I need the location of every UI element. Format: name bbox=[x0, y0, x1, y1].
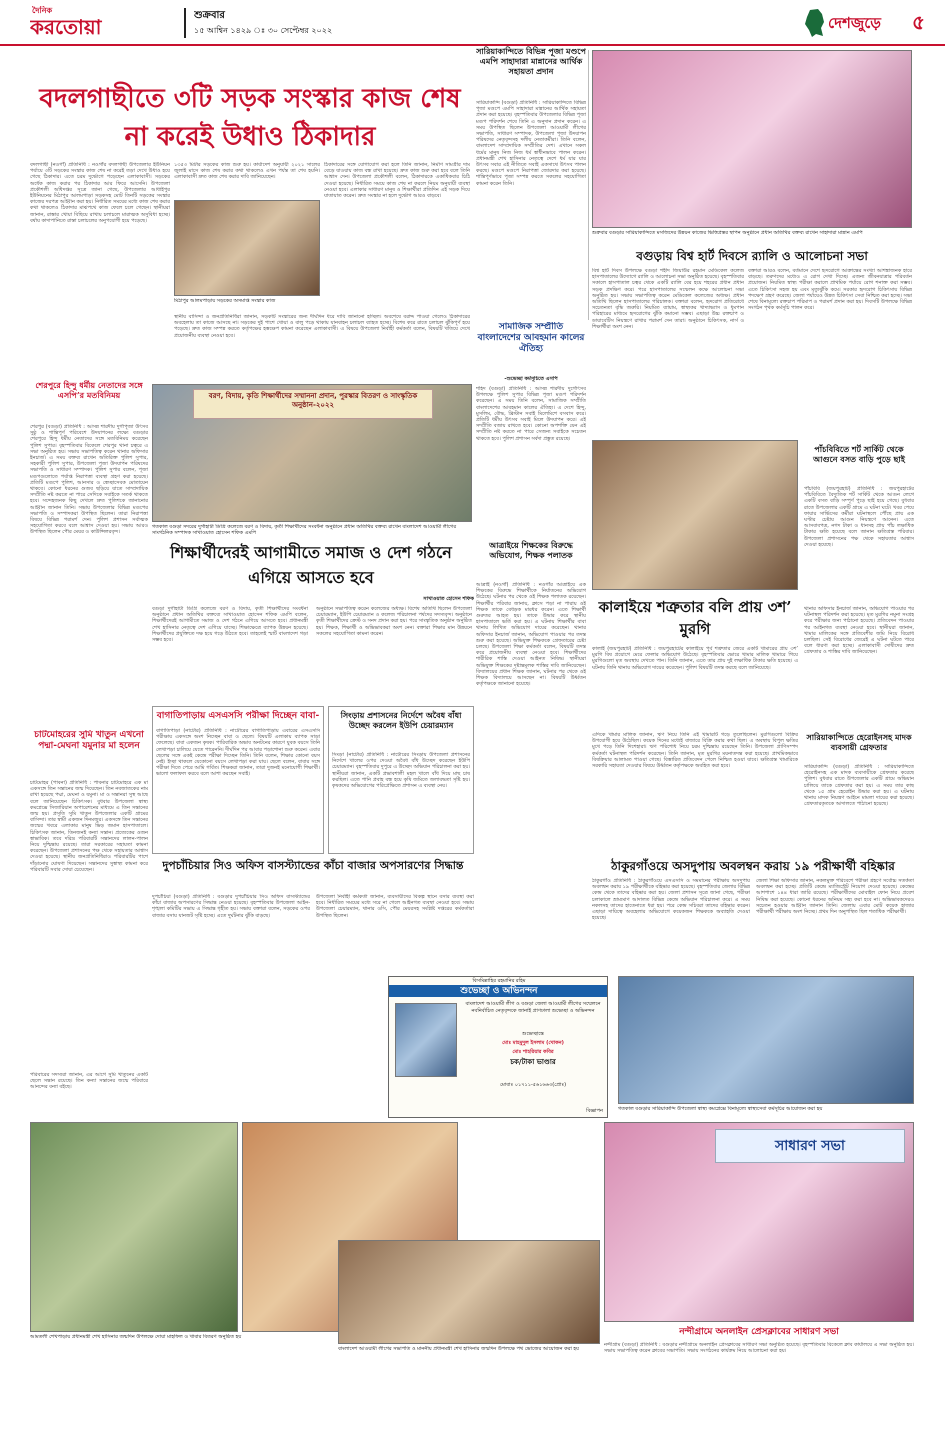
samajik-sub: -শুভেচ্ছা কর্মসূচিতে এসপি bbox=[504, 376, 558, 382]
section-title: দেশজুড়ে bbox=[828, 14, 881, 32]
nandigram-body: নন্দীগ্রাম (বগুড়া) প্রতিনিধি : বগুড়ার নন্দীগ্রামে অনলাইন প্রেসক্লাবের সাধারণ সভা অনুষ্ঠিত হয়েছে। বৃহস্পতিবার বিকেলে ক্লাব কার্যালয়ে এ সভা অনুষ্ঠিত হয়। সভায় সভাপতিত্ব করেন ক্লাবের সভাপতি। সভায় সংগঠনের কার্যক্রম নিয়ে আলোচনা করা হয়। bbox=[604, 1342, 914, 1355]
issue-day: শুক্রবার bbox=[194, 10, 225, 21]
page-number: ৫ bbox=[912, 10, 925, 34]
nandigram-banner-text: সাধারণ সভা bbox=[775, 1138, 845, 1154]
chicken-body-right: থানার অফিসার ইনচার্জ জানান, অভিযোগ পাওয়ার পর ঘটনাস্থল পরিদর্শন করা হয়েছে। মৃত মুরগির নমুনা সংগ্রহ করে পরীক্ষার জন্য পাঠানো হয়েছে। প্রতিবেদন পাওয়ার পর আইনগত ব্যবস্থা নেওয়া হবে। স্থানীয়রা জানান, খামার মালিকের সঙ্গে প্রতিবেশীর জমি নিয়ে বিরোধ চলছিল। সেই বিরোধের জেরেই এ ঘটনা ঘটতে পারে বলে ধারণা করা হচ্ছে। এলাকাবাসী দোষীদের দ্রুত গ্রেফতার ও শাস্তির দাবি জানিয়েছেন। bbox=[804, 606, 914, 656]
issue-date: ১৫ আশ্বিন ১৪২৯ ঃ ৩০ সেপ্টেম্বর ২০২২ bbox=[194, 26, 333, 35]
bottom-mid-photo bbox=[338, 1240, 600, 1344]
thakurgaon-body-col2: জেলা শিক্ষা অফিসার জানান, নকলমুক্ত পরিবেশে পরীক্ষা গ্রহণে সর্বোচ্চ সতর্কতা অবলম্বন করা হচ্ছে। প্রতিটি কেন্দ্রে ম্যাজিস্ট্রেট নিয়োগ দেওয়া হয়েছে। কেন্দ্রের আশপাশে ১৪৪ ধারা জারি রয়েছে। পরীক্ষার্থীদের মোবাইল ফোন নিয়ে প্রবেশ নিষিদ্ধ করা হয়েছে। কোনো ধরনের অনিয়ম সহ্য করা হবে না। অভিভাবকদেরও সচেতন হওয়ার আহ্বান জানান তিনি। জেলায় এবার মোট কয়েক হাজার পরীক্ষার্থী পরীক্ষায় অংশ নিচ্ছে। প্রথম দিন অনুপস্থিত ছিল শতাধিক পরীক্ষার্থী। bbox=[756, 878, 914, 916]
masthead-divider bbox=[184, 8, 186, 38]
heart-day-body-col2: বক্তারা আরও বলেন, বর্তমানে দেশে হৃদরোগে আক্রান্তের সংখ্যা আশঙ্কাজনক হারে বাড়ছে। তরুণদের মধ্যেও এ রোগ দেখা দিচ্ছে। এজন্য জীবনযাত্রার পরিবর্তন প্রয়োজন। নিয়মিত স্বাস্থ্য পরীক্ষা করালে প্রাথমিক পর্যায়ে রোগ শনাক্ত করা সম্ভব। এতে চিকিৎসা সহজ হয় এবং মৃত্যুঝুঁকি কমে। সরকার হৃদরোগ চিকিৎসায় বিভিন্ন পদক্ষেপ গ্রহণ করেছে। জেলা পর্যায়েও উন্নত চিকিৎসা সেবা নিশ্চিত করা হচ্ছে। সভা শেষে বিনামূল্যে রক্তচাপ পরিমাপ ও পরামর্শ প্রদান করা হয়। দিবসটি উপলক্ষে বিভিন্ন সংগঠন পৃথক কর্মসূচি পালন করে। bbox=[748, 268, 912, 312]
sherpur-body: শেরপুর (বগুড়া) প্রতিনিধি : আসন্ন শারদীয় দুর্গাপূজা উৎসব সুষ্ঠু ও শান্তিপূর্ণ পরিবেশে উদযাপনের লক্ষ্যে বগুড়ার শেরপুরে হিন্দু ধর্মীয় নেতাদের সঙ্গে মতবিনিময় করেছেন পুলিশ সুপার। বৃহস্পতিবার বিকেলে শেরপুর থানা চত্বরে এ সভা অনুষ্ঠিত হয়। সভায় সভাপতিত্ব করেন থানার অফিসার ইনচার্জ। এ সময় বক্তব্য রাখেন অতিরিক্ত পুলিশ সুপার, সহকারী পুলিশ সুপার, উপজেলা পূজা উদযাপন পরিষদের সভাপতি ও সাধারণ সম্পাদক। পুলিশ সুপার বলেন, পূজা মণ্ডপগুলোতে পর্যাপ্ত নিরাপত্তা ব্যবস্থা গ্রহণ করা হয়েছে। প্রতিটি মণ্ডপে পুলিশ, আনসার ও স্বেচ্ছাসেবক মোতায়েন থাকবে। কোনো ধরনের গুজব ছড়িয়ে যাতে সাম্প্রদায়িক সম্প্রীতি নষ্ট করতে না পারে সেদিকে সবাইকে সতর্ক থাকতে হবে। সন্দেহজনক কিছু দেখলে দ্রুত পুলিশকে জানানোর আহ্বান জানান তিনি। সভায় উপজেলার বিভিন্ন মণ্ডপের সভাপতি ও সম্পাদকরা উপস্থিত ছিলেন। তারা নিরাপত্তা বিষয়ে বিভিন্ন পরামর্শ দেন। পুলিশ প্রশাসন সর্বাত্মক সহযোগিতা করবে বলে আশ্বাস দেওয়া হয়। সভায় আরও উপস্থিত ছিলেন পৌর মেয়র ও কাউন্সিলরবৃন্দ। bbox=[30, 424, 148, 536]
ad-phone: মোবাঃ ০১৭১১-৫৬১৬৬৩(প্রোঃ) bbox=[499, 1082, 567, 1088]
left-col-lower: পরিবারের সদস্যরা জানান, এর আগে সুমি খাতুনের একটি ছেলে সন্তান রয়েছে। তিন কন্যা সন্তানের জন্মে পরিবারে আনন্দের বন্যা বইছে। bbox=[30, 1072, 148, 1091]
chatmohar-headline: চাটমোহরের সুমি খাতুন এখনো পদ্মা-মেঘনা যমুনার মা হলেন bbox=[34, 730, 144, 751]
top-right-photo-caption: শুক্রবার বগুড়ার সারিয়াকান্দিতে মসজিদের উন্নয়ন কাজের ভিত্তিপ্রস্তর স্থাপন অনুষ্ঠানে প্রধান অতিথির বক্তব্য রাখেন সাহাদারা মান্নান এমপি bbox=[592, 230, 863, 236]
banner-board bbox=[193, 389, 433, 419]
chicken-body: কালাই (জয়পুরহাট) প্রতিনিধি : জয়পুরহাটের কালাইয়ে পূর্ব শত্রুতার জেরে একটি খামারের প্রায় ৩শ’ মুরগি বিষ প্রয়োগে মেরে ফেলার অভিযোগ উঠেছে। বৃহস্পতিবার ভোরে খামার মালিক খামারে গিয়ে মুরগিগুলো মৃত অবস্থায় দেখতে পান। তিনি জানান, এতে তার প্রায় দুই লক্ষাধিক টাকার ক্ষতি হয়েছে। এ ঘটনায় তিনি থানায় অভিযোগ দায়ের করেছেন। পুলিশ বিষয়টি তদন্ত করছে বলে জানিয়েছে। bbox=[592, 646, 798, 671]
chickens-photo bbox=[592, 440, 798, 590]
samajik-body: শহিদ (বগুড়া) প্রতিনিধি : আসন্ন শারদীয় দুর্গোৎসব উপলক্ষে পুলিশ সুপার বিভিন্ন পূজা মণ্ডপ পরিদর্শন করেছেন। এ সময় তিনি বলেন, সামাজিক সম্প্রীতি বাংলাদেশের আবহমান কালের ঐতিহ্য। এ দেশে হিন্দু, মুসলিম, বৌদ্ধ, খ্রিস্টান সবাই মিলেমিশে বসবাস করে। প্রতিটি ধর্মীয় উৎসব সবাই মিলে উদযাপন করে। এই সম্প্রীতি বজায় রাখতে হবে। কোনো অপশক্তি যেন এই সম্প্রীতি নষ্ট করতে না পারে সেজন্য সবাইকে সচেতন থাকতে হবে। পুলিশ প্রশাসন সর্বদা প্রস্তুত রয়েছে। bbox=[476, 386, 586, 442]
lead-body-col1: বদলগাছী (নওগাঁ) প্রতিনিধি : নওগাঁর বদলগাছী উপজেলার ইউনিয়ন পর্যায়ে ৩টি সড়কের সংস্কার কাজ শেষ না করেই তড়া দেখে উধাও হয়ে গেছে ঠিকাদার। এতে চরম দুর্ভোগে পড়েছেন এলাকাবাসী। সড়কের অর্ধেক কাজ করার পর ঠিকাদার আর ফিরে আসেনি। উপজেলা প্রকৌশলী অধিদপ্তর সূত্রে জানা গেছে, উপজেলার আধাইপুর ইউনিয়নের মিঠাপুর আলমপাড়া সড়কসহ মোট তিনটি সড়কের সংস্কার কাজের দরপত্র আহ্বান করা হয়। নির্ধারিত সময়ের মধ্যে কাজ শেষ করার কথা থাকলেও ঠিকাদার মাঝপথে কাজ ফেলে চলে গেছেন। স্থানীয়রা জানান, রাস্তার খোয়া বিছিয়ে রাখায় চলাচলে মারাত্মক অসুবিধা হচ্ছে। বর্ষায় কাদাপানিতে রাস্তা চলাচলের অনুপযোগী হয়ে পড়েছে। bbox=[30, 162, 170, 224]
education-headline: শিক্ষার্থীদেরই আগামীতে সমাজ ও দেশ গঠনে এগিয়ে আসতে হবে bbox=[170, 543, 452, 587]
heart-day-body-col1: বিশ্ব হার্ট দিবস উপলক্ষে বগুড়া শহীদ জিয়াউর রহমান মেডিকেল কলেজ হাসপাতালের উদ্যোগে র‌্যালি ও আলোচনা সভা অনুষ্ঠিত হয়েছে। বৃহস্পতিবার সকালে হাসপাতাল চত্বর থেকে একটি র‌্যালি বের হয়ে শহরের প্রধান প্রধান সড়ক প্রদক্ষিণ করে। পরে হাসপাতালের সম্মেলন কক্ষে আলোচনা সভা অনুষ্ঠিত হয়। সভায় সভাপতিত্ব করেন মেডিকেল কলেজের অধ্যক্ষ। প্রধান অতিথি ছিলেন হাসপাতালের পরিচালক। বক্তারা বলেন, হৃদরোগ প্রতিরোধে সচেতনতা বৃদ্ধি জরুরি। নিয়মিত ব্যায়াম, স্বাস্থ্যকর খাদ্যাভ্যাস ও ধূমপান পরিহারের মাধ্যমে হৃদরোগের ঝুঁকি কমানো সম্ভব। এছাড়া উচ্চ রক্তচাপ ও ডায়াবেটিস নিয়ন্ত্রণে রাখার পরামর্শ দেন তারা। অনুষ্ঠানে চিকিৎসক, নার্স ও শিক্ষার্থীরা অংশ নেন। bbox=[592, 268, 744, 330]
top-right-photo bbox=[592, 50, 912, 228]
logo-small: দৈনিক bbox=[32, 6, 53, 15]
banner-board-text: বরণ, বিদায়, কৃতি শিক্ষার্থীদের সম্মাননা প্রদান, পুরস্কার বিতরণ ও সাংস্কৃতিক অনুষ্ঠান-২০২২ bbox=[208, 392, 418, 409]
sherpur-headline: শেরপুরে হিন্দু ধর্মীয় নেতাদের সঙ্গে এসপি’র মতবিনিময় bbox=[35, 380, 143, 400]
samajik-headline: সামাজিক সম্প্রীতি বাংলাদেশের আবহমান কালের ঐতিহ্য bbox=[477, 322, 585, 354]
lead-headline: বদলগাছীতে ৩টি সড়ক সংস্কার কাজ শেষ না করেই উধাও ঠিকাদার bbox=[39, 84, 461, 152]
lead-body-col3: ঠিকাদারের সঙ্গে যোগাযোগ করা হলে তিনি জানান, নির্মাণ সামগ্রীর দাম বেড়ে যাওয়ায় কাজ বন্ধ রাখা হয়েছে। দ্রুত কাজ শুরু করা হবে বলে তিনি আশ্বাস দেন। উপজেলা প্রকৌশলী বলেন, ঠিকাদারকে একাধিকবার চিঠি দেওয়া হয়েছে। নির্ধারিত সময়ে কাজ শেষ না করলে নিয়ম অনুযায়ী ব্যবস্থা নেওয়া হবে। এলাকার সাধারণ মানুষ ও শিক্ষার্থীরা প্রতিদিন এই সড়ক দিয়ে যাতায়াত করেন। দ্রুত সংস্কার না হলে দুর্ভোগ আরও বাড়বে। bbox=[324, 162, 470, 200]
advertisement bbox=[388, 976, 608, 1118]
atrai-headline: আত্রাইয়ে শিক্ষকের বিরুদ্ধে অভিযোগ, শিক্ষক পলাতক bbox=[489, 540, 573, 560]
sariakandi-heroin-headline: সারিয়াকান্দিতে হেরোইনসহ মাদক ব্যবসায়ী গ্রেফতার bbox=[806, 732, 912, 752]
nandigram-banner bbox=[715, 1129, 905, 1163]
dupchanchia-body-col1: দুপচাঁচিয়া (বগুড়া) প্রতিনিধি : বগুড়ার দুপচাঁচিয়ার সিও অফিস বাসস্ট্যান্ডের কাঁচা বাজার অপসারণের সিদ্ধান্ত নেওয়া হয়েছে। বৃহস্পতিবার উপজেলা আইন-শৃঙ্খলা কমিটির সভায় এ সিদ্ধান্ত গৃহীত হয়। সভায় বক্তারা বলেন, সড়কের ওপর বাজার বসায় যানজট সৃষ্টি হচ্ছে। এতে দুর্ঘটনার ঝুঁকি বাড়ছে। bbox=[152, 894, 310, 919]
lead-photo-caption: মিঠাপুর আলমপাড়ায় সড়কের অসমাপ্ত সংস্কার কাজ bbox=[174, 298, 276, 304]
sariakandi-puja-body: সারিয়াকান্দি (বগুড়া) প্রতিনিধি : সারিয়াকান্দিতে বিভিন্ন পূজা মণ্ডপে এমপি সাহাদারা মান্নানের আর্থিক সহায়তা প্রদান করা হয়েছে। বৃহস্পতিবার উপজেলার বিভিন্ন পূজা মণ্ডপ পরিদর্শন শেষে তিনি এ অনুদান প্রদান করেন। এ সময় উপস্থিত ছিলেন উপজেলা আওয়ামী লীগের সভাপতি, সাধারণ সম্পাদক, উপজেলা পূজা উদযাপন পরিষদের নেতৃবৃন্দসহ দলীয় নেতাকর্মীরা। তিনি বলেন, বাংলাদেশ সাম্প্রদায়িক সম্প্রীতির দেশ। এখানে সকল ধর্মের মানুষ নিজ নিজ ধর্ম স্বাধীনভাবে পালন করেন। প্রধানমন্ত্রী শেখ হাসিনার নেতৃত্বে দেশে ধর্ম যার যার উৎসব সবার এই নীতিতে সবাই একসাথে উৎসব পালন করছে। মণ্ডপে মণ্ডপে নিরাপত্তা জোরদার করা হয়েছে। শান্তিপূর্ণভাবে পূজা সম্পন্ন করতে সকলের সহযোগিতা কামনা করেন তিনি। bbox=[476, 100, 586, 187]
atrai-body: আত্রাই (নওগাঁ) প্রতিনিধি : নওগাঁর আত্রাইয়ে এক শিক্ষকের বিরুদ্ধে শিক্ষার্থীকে নির্যাতনের অভিযোগ উঠেছে। ঘটনার পর থেকে ওই শিক্ষক পলাতক রয়েছেন। শিক্ষার্থীর পরিবার জানায়, ক্লাসে পড়া না পারায় ওই শিক্ষক তাকে বেধড়ক মারধর করেন। এতে শিক্ষার্থী গুরুতর আহত হয়। তাকে উদ্ধার করে স্থানীয় হাসপাতালে ভর্তি করা হয়। এ ঘটনায় শিক্ষার্থীর বাবা থানায় লিখিত অভিযোগ দায়ের করেছেন। থানার অফিসার ইনচার্জ জানান, অভিযোগ পাওয়ার পর তদন্ত শুরু করা হয়েছে। অভিযুক্ত শিক্ষককে গ্রেফতারের চেষ্টা চলছে। উপজেলা শিক্ষা কর্মকর্তা বলেন, বিষয়টি তদন্ত করে প্রয়োজনীয় ব্যবস্থা নেওয়া হবে। শিক্ষার্থীদের শারীরিক শাস্তি দেওয়া আইনত নিষিদ্ধ। স্থানীয়রা অভিযুক্ত শিক্ষকের দৃষ্টান্তমূলক শাস্তির দাবি জানিয়েছেন। বিদ্যালয়ের প্রধান শিক্ষক জানান, ঘটনার পর থেকে ওই শিক্ষক বিদ্যালয়ে আসছেন না। বিষয়টি উর্ধ্বতন কর্তৃপক্ষকে জানানো হয়েছে। bbox=[476, 582, 586, 688]
ad-title: শুভেচ্ছা ও অভিনন্দন bbox=[389, 985, 608, 997]
education-body-col1: বগুড়া দুর্গাহাটা ডিগ্রি কলেজে বরণ ও বিদায়, কৃতী শিক্ষার্থীদের সংবর্ধনা অনুষ্ঠানে প্রধান অতিথির বক্তব্যে সাখাওয়াত হোসেন শফিক এমপি বলেন, শিক্ষার্থীদেরই আগামীতে সমাজ ও দেশ গঠনে এগিয়ে আসতে হবে। প্রধানমন্ত্রী শেখ হাসিনার নেতৃত্বে দেশ এগিয়ে যাচ্ছে। শিক্ষাক্ষেত্রে ব্যাপক উন্নয়ন হয়েছে। শিক্ষার্থীদের প্রযুক্তিতে দক্ষ হয়ে গড়ে উঠতে হবে। তাহলেই স্মার্ট বাংলাদেশ গড়া সম্ভব হবে। bbox=[152, 606, 308, 644]
ad-portrait bbox=[395, 1003, 457, 1077]
bottom-left-caption: আমতলী শেখপাড়ায় প্রধানমন্ত্রী শেখ হাসিনার জন্মদিন উপলক্ষে দোয়া মাহফিল ও খাবার বিতরণ অনুষ্ঠিত হয় bbox=[30, 1334, 242, 1340]
bottom-left-photo bbox=[30, 1122, 238, 1332]
chicken-headline: কালাইয়ে শত্রুতার বলি প্রায় ৩শ’ মুরগি bbox=[598, 598, 792, 638]
bottom-mid-caption: বাংলাদেশ আওয়ামী লীগের সভাপতি ও মাননীয় প্রধানমন্ত্রী শেখ হাসিনার জন্মদিন উপলক্ষে পথ ভোজের আয়োজন করা হয় bbox=[338, 1346, 579, 1352]
nandigram-photo bbox=[604, 1122, 914, 1322]
fire-headline: পাঁচবিবিতে শর্ট সার্কিট থেকে আগুনে বসত বাড়ি পুড়ে ছাই bbox=[813, 444, 905, 464]
thakurgaon-body-col1: ঠাকুরগাঁও প্রতিনিধি : ঠাকুরগাঁওয়ে এসএসসি ও সমমানের পরীক্ষায় অসদুপায় অবলম্বন করায় ১৯ পরীক্ষার্থীকে বহিষ্কার করা হয়েছে। বৃহস্পতিবার জেলার বিভিন্ন কেন্দ্র থেকে তাদের বহিষ্কার করা হয়। জেলা প্রশাসন সূত্রে জানা গেছে, পরীক্ষা চলাকালে ভ্রাম্যমাণ আদালত বিভিন্ন কেন্দ্রে অভিযান পরিচালনা করে। এ সময় নকলসহ তাদের হাতেনাতে ধরা হয়। পরে কেন্দ্র সচিবরা তাদের বহিষ্কার করেন। এছাড়া দায়িত্বে অবহেলার অভিযোগে কয়েকজন শিক্ষককে অব্যাহতি দেওয়া হয়েছে। bbox=[592, 878, 750, 922]
ad-name2: মোঃ শাহরিয়ার কবির bbox=[512, 1049, 554, 1055]
sariakandi-puja-headline: সারিয়াকান্দিতে বিভিন্ন পূজা মণ্ডপে এমপি সাহাদারা মান্নানের আর্থিক সহায়তা প্রদান bbox=[476, 46, 586, 76]
ad-org: চক/টাকা ভাণ্ডার bbox=[510, 1058, 556, 1066]
bagatipara-body: বাগাতিপাড়া (নাটোর) প্রতিনিধি : নাটোরের বাগাতিপাড়ায় এবারের এসএসসি পরীক্ষায় একসঙ্গে অংশ নিচ্ছেন বাবা ও ছেলে। বিষয়টি এলাকায় ব্যাপক সাড়া ফেলেছে। বাবা একজন কৃষক। পারিবারিক অভাব অনটনের কারণে যুবক বয়সে তিনি লেখাপড়া চালিয়ে যেতে পারেননি। দীর্ঘদিন পর আবার পড়াশোনা শুরু করেন। এবার ছেলের সঙ্গে একই কেন্দ্রে পরীক্ষা দিচ্ছেন তিনি। তিনি বলেন, শিক্ষার কোনো বয়স নেই। ইচ্ছা থাকলে যেকোনো বয়সে লেখাপড়া করা যায়। ছেলে বলেন, বাবার সঙ্গে পরীক্ষা দিতে পেরে আমি গর্বিত। শিক্ষকরা জানান, তারা দুজনই মনোযোগী শিক্ষার্থী। ভালো ফলাফল করবে বলে আশা করছেন সবাই। bbox=[156, 728, 320, 778]
nandigram-headline: নন্দীগ্রামে অনলাইন প্রেসক্লাবের সাধারণ সভা bbox=[679, 1327, 839, 1337]
logo bbox=[30, 6, 178, 42]
health-camp-caption: গতকাল বগুড়ার সারিয়াকান্দি উপজেলা স্বাস্থ্য কমপ্লেক্সে বিনামূল্যে স্বাস্থ্যসেবা কর্মসূচির আয়োজন করা হয় bbox=[618, 1106, 823, 1112]
dupchanchia-headline: দুপচাঁচিয়ার সিও অফিস বাসস্ট্যান্ডের কাঁচা বাজার অপসারণের সিদ্ধান্ত bbox=[162, 859, 464, 872]
heart-day-headline: বগুড়ায় বিশ্ব হার্ট দিবসে র‌্যালি ও আলোচনা সভা bbox=[636, 249, 868, 263]
singra-body: সিংড়া (নাটোর) প্রতিনিধি : নাটোরের সিংড়ায় উপজেলা প্রশাসনের নির্দেশে খালের ওপর দেওয়া অবৈধ বাঁধ উচ্ছেদ করেছেন ইউপি চেয়ারম্যান। বৃহস্পতিবার দুপুরে এ উচ্ছেদ অভিযান পরিচালনা করা হয়। স্থানীয়রা জানান, একটি প্রভাবশালী মহল খালে বাঁধ দিয়ে মাছ চাষ করছিল। এতে পানি প্রবাহ বন্ধ হয়ে কৃষি জমিতে জলাবদ্ধতা সৃষ্টি হয়। কৃষকদের অভিযোগের পরিপ্রেক্ষিতে প্রশাসন এ ব্যবস্থা নেয়। bbox=[332, 752, 470, 790]
banner-photo-caption: গতকাল বগুড়া সদরের দুর্গাহাটা ডিগ্রি কলেজে বরণ ও বিদায়, কৃতী শিক্ষার্থীদের সংবর্ধনা অনুষ্ঠানে প্রধান অতিথির বক্তব্য রাখেন বাংলাদেশ আওয়ামী লীগের সাংগঠনিক সম্পাদক সাখাওয়াত হোসেন শফিক এমপি bbox=[152, 524, 457, 536]
education-body-col2: অনুষ্ঠানে সভাপতিত্ব করেন কলেজের অধ্যক্ষ। বিশেষ অতিথি ছিলেন উপজেলা চেয়ারম্যান, ইউপি চেয়ারম্যান ও কলেজ পরিচালনা পর্ষদের সদস্যবৃন্দ। অনুষ্ঠানে কৃতী শিক্ষার্থীদের ক্রেস্ট ও সনদ প্রদান করা হয়। পরে সাংস্কৃতিক অনুষ্ঠান অনুষ্ঠিত হয়। শিক্ষক, শিক্ষার্থী ও অভিভাবকরা অংশ নেন। বক্তারা শিক্ষার মান উন্নয়নে সকলের সহযোগিতা কামনা করেন। bbox=[316, 606, 472, 637]
ad-body: বাংলাদেশ আওয়ামী লীগ ও বগুড়া জেলা আওয়ামী লীগের সম্মেলনে নবনির্বাচিত নেতৃবৃন্দকে জানাই প্রাণঢালা শুভেচ্ছা ও অভিনন্দন bbox=[465, 1001, 601, 1014]
lead-body-col4: স্থানীয় বাসিন্দা ও জনপ্রতিনিধিরা জানান, সড়কটি সংস্কারের জন্য দীর্ঘদিন ধরে দাবি জানানো হচ্ছিল। অবশেষে বরাদ্দ পাওয়া গেলেও ঠিকাদারের অবহেলায় তা কাজে আসছে না। সড়কের দুই পাশে খোয়া ও বালু পড়ে থাকায় যানবাহন চলাচল ব্যাহত হচ্ছে। বিশেষ করে রাতে চলাচল ঝুঁকিপূর্ণ হয়ে পড়েছে। দ্রুত কাজ সম্পন্ন করতে কর্তৃপক্ষের হস্তক্ষেপ কামনা করেছেন এলাকাবাসী। এ বিষয়ে উপজেলা নির্বাহী কর্মকর্তা বলেন, বিষয়টি খতিয়ে দেখে প্রয়োজনীয় ব্যবস্থা নেওয়া হবে। bbox=[174, 314, 470, 339]
ad-wish: শুভেচ্ছান্তে bbox=[522, 1031, 544, 1037]
fire-body: পাঁচবিবি (জয়পুরহাট) প্রতিনিধি : জয়পুরহাটের পাঁচবিবিতে বৈদ্যুতিক শর্ট সার্কিট থেকে আগুন লেগে একটি বসত বাড়ি সম্পূর্ণ পুড়ে ছাই হয়ে গেছে। বুধবার রাতে উপজেলার একটি গ্রামে এ ঘটনা ঘটে। খবর পেয়ে ফায়ার সার্ভিসের কর্মীরা ঘটনাস্থলে পৌঁছে প্রায় এক ঘণ্টার চেষ্টায় আগুন নিয়ন্ত্রণে আনেন। এতে আসবাবপত্র, নগদ টাকা ও ধানসহ প্রায় পাঁচ লক্ষাধিক টাকার ক্ষতি হয়েছে বলে জানান ক্ষতিগ্রস্ত পরিবার। উপজেলা প্রশাসনের পক্ষ থেকে সহায়তার আশ্বাস দেওয়া হয়েছে। bbox=[804, 486, 914, 548]
dupchanchia-body-col2: উপজেলা নির্বাহী কর্মকর্তা জানান, ব্যবসায়ীদের বিকল্প স্থানে বসার ব্যবস্থা করা হবে। নির্ধারিত সময়ের মধ্যে সরে না গেলে আইনগত ব্যবস্থা নেওয়া হবে। সভায় উপজেলা চেয়ারম্যান, থানার ওসি, পৌর মেয়রসহ সংশ্লিষ্ট দপ্তরের কর্মকর্তারা উপস্থিত ছিলেন। bbox=[316, 894, 474, 919]
sariakandi-heroin-body: সারিয়াকান্দি (বগুড়া) প্রতিনিধি : সারিয়াকান্দিতে হেরোইনসহ এক মাদক ব্যবসায়ীকে গ্রেফতার করেছে পুলিশ। বুধবার রাতে উপজেলার একটি গ্রামে অভিযান চালিয়ে তাকে গ্রেফতার করা হয়। এ সময় তার কাছ থেকে ১৫ গ্রাম হেরোইন উদ্ধার করা হয়। এ ঘটনায় থানায় মাদক নিয়ন্ত্রণ আইনে মামলা দায়ের করা হয়েছে। গ্রেফতারকৃতকে আদালতে পাঠানো হয়েছে। bbox=[804, 764, 914, 808]
lead-body-col2: ১৩৫৩ মিটার সড়কের কাজ শুরু হয়। কার্যাদেশ অনুযায়ী ২০২১ সালের জুলাই মাসে কাজ শেষ করার কথা থাকলেও এখন পর্যন্ত তা শেষ হয়নি। এলাকাবাসী দ্রুত কাজ শেষ করার দাবি জানিয়েছেন। bbox=[174, 162, 320, 181]
bangladesh-map-icon bbox=[804, 8, 826, 38]
banner-photo bbox=[152, 384, 472, 522]
column-divider bbox=[588, 50, 589, 320]
ad-top-note: বিসমিল্লাহির রহমানির রহিম bbox=[472, 978, 526, 984]
ad-name1: মোঃ মাহমুদুল ইসলাম (খোকন) bbox=[502, 1040, 564, 1046]
masthead bbox=[0, 0, 945, 46]
education-byline: সাখাওয়াত হোসেন শফিক bbox=[423, 596, 474, 602]
lead-photo bbox=[174, 200, 320, 296]
health-camp-photo bbox=[618, 976, 914, 1104]
thakurgaon-headline: ঠাকুরগাঁওয়ে অসদুপায় অবলম্বন করায় ১৯ পরীক্ষার্থী বহিষ্কার bbox=[611, 859, 895, 873]
logo-big: করতোয়া bbox=[30, 15, 102, 39]
singra-headline: সিংড়ায় প্রশাসনের নির্দেশে অবৈধ বাঁধা উচ্ছেদ করলেন ইউপি চেয়ারম্যান bbox=[340, 710, 462, 730]
bagatipara-headline: বাগাতিপাড়ায় এসএসসি পরীক্ষা দিচ্ছেন বাবা- bbox=[156, 711, 320, 721]
chatmohar-body: চাটমোহর (পাবনা) প্রতিনিধি : পাবনার চাটমোহরে এক মা একসঙ্গে তিন সন্তানের জন্ম দিয়েছেন। তিন নবজাতকের নাম রাখা হয়েছে পদ্মা, মেঘনা ও যমুনা। মা ও সন্তানরা সুস্থ আছে বলে জানিয়েছেন চিকিৎসক। বুধবার উপজেলা স্বাস্থ্য কমপ্লেক্সে সিজারিয়ান অপারেশনের মাধ্যমে এ তিন সন্তানের জন্ম হয়। প্রসূতি সুমি খাতুন উপজেলার একটি গ্রামের বাসিন্দা। তার স্বামী একজন দিনমজুর। একসঙ্গে তিন সন্তানের জন্মের খবরে এলাকার মানুষ ভিড় জমান হাসপাতালে। চিকিৎসক জানান, তিনজনই কন্যা সন্তান। প্রত্যেকের ওজন স্বাভাবিক। তবে দরিদ্র পরিবারটি সন্তানদের লালন-পালন নিয়ে দুশ্চিন্তায় রয়েছে। তারা সরকারের সহায়তা কামনা করেছেন। উপজেলা প্রশাসনের পক্ষ থেকে সহায়তার আশ্বাস দেওয়া হয়েছে। স্থানীয় জনপ্রতিনিধিরাও পরিবারটির পাশে দাঁড়ানোর ঘোষণা দিয়েছেন। সন্তানদের সুস্বাস্থ্য কামনা করে পরিবারটি সবার দোয়া চেয়েছেন। bbox=[30, 780, 148, 873]
chicken-body-lower: এদিকে খামার মালিক জানান, ঋণ নিয়ে তিনি এই খামারটি গড়ে তুলেছিলেন। মুরগিগুলো বিক্রির উপযোগী হয়ে উঠেছিল। কয়েক দিনের মধ্যেই বাজারে বিক্রি করার কথা ছিল। এ অবস্থায় বিপুল ক্ষতির মুখে পড়ে তিনি দিশেহারা। ঋণ পরিশোধ নিয়ে চরম দুশ্চিন্তায় রয়েছেন তিনি। উপজেলা প্রাণিসম্পদ কর্মকর্তা ঘটনাস্থল পরিদর্শন করেছেন। তিনি জানান, মৃত মুরগির ময়নাতদন্ত করা হয়েছে। প্রাথমিকভাবে বিষক্রিয়ার আলামত পাওয়া গেছে। বিস্তারিত প্রতিবেদন পেলে নিশ্চিত হওয়া যাবে। ক্ষতিগ্রস্ত খামারিকে সরকারি সহায়তা দেওয়ার বিষয়ে উর্ধ্বতন কর্তৃপক্ষকে অবহিত করা হবে। bbox=[592, 732, 798, 770]
ad-sign: বিজ্ঞাপন bbox=[586, 1108, 603, 1114]
